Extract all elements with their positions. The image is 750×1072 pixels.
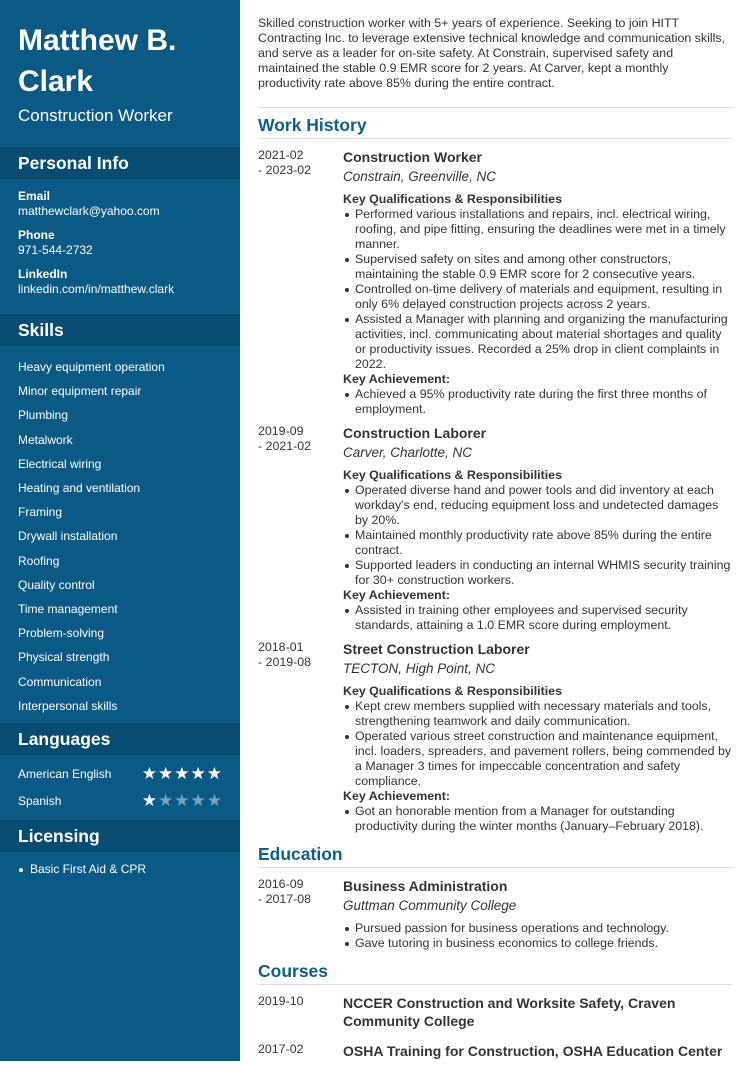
contact-value: 971-544-2732 [18,243,93,257]
bullet-item: Supervised safety on sites and among other constructors, maintaining the stable 0.9 EMR score for 2 consecutive years. [343,252,732,282]
employer: Carver, Charlotte, NC [343,445,473,460]
skill-item: Physical strength [18,650,110,665]
work-history [258,148,732,834]
bullet-item: Got an honorable mention from a Manager for outstanding productivity during the winter months (January–February 2018). [343,804,732,834]
licensing-list [0,852,240,886]
star-icon: ★ [174,790,190,810]
licensing-heading: Licensing [0,820,240,852]
work-history-heading: Work History [258,112,732,139]
job-title: Construction Worker [343,149,482,165]
responsibilities-list [343,483,732,588]
star-icon: ★ [190,764,206,784]
skills-heading: Skills [0,314,240,346]
education-details [343,921,732,951]
bullet-item: Assisted in training other employees and supervised security standards, attaining a 1.0 EMR score during employment. [343,603,732,633]
bullet-item: Kept crew members supplied with necessary materials and tools, strengthening teamwork and daily communication. [343,699,732,729]
contact-label: Phone [18,228,55,242]
contact-value: matthewclark@yahoo.com [18,204,160,218]
achievement-heading: Key Achievement: [343,372,450,386]
languages-list [0,755,240,820]
skill-item: Communication [18,674,102,689]
skill-item: Drywall installation [18,529,118,544]
entry-content [343,148,732,417]
skill-item: Heavy equipment operation [18,360,165,374]
bullet-item: Achieved a 95% productivity rate during the first three months of employment. [343,387,732,417]
sidebar [0,0,240,1061]
language-name: American English [18,767,112,782]
skill-item: Heating and ventilation [18,481,141,496]
course-title: OSHA Training for Construction, OSHA Education Center [343,1043,723,1059]
candidate-name: Matthew B. Clark [18,24,177,98]
entry-dates [258,640,343,834]
start-date: 2021-02 [258,148,304,162]
bullet-item: Controlled on-time delivery of materials and equipment, resulting in only 6% delayed construction projects across 2 years. [343,282,732,312]
end-date: - 2023-02 [258,163,312,177]
achievements-list [343,804,732,834]
education-entry [258,877,732,951]
bullet-item: Performed various installations and repairs, incl. electrical wiring, roofing, and pipe fitting, ensuring the deadlines were met in a timely manner. [343,207,732,252]
bullet-item: Maintained monthly productivity rate above 85% during the entire contract. [343,528,732,558]
language-name: Spanish [18,793,62,808]
skill-item: Quality control [18,577,95,592]
language-row [18,761,222,788]
courses-heading: Courses [258,958,732,985]
achievement-heading: Key Achievement: [343,789,450,803]
end-date: - 2019-08 [258,655,312,669]
course-date: 2017-02 [258,1042,304,1056]
star-icon: ★ [141,764,157,784]
course-entry [258,1042,732,1060]
responsibilities-list [343,699,732,789]
skill-item: Roofing [18,553,60,568]
responsibilities-heading: Key Qualifications & Responsibilities [343,192,562,206]
contact-label: LinkedIn [18,267,68,281]
skill-item: Minor equipment repair [18,384,142,399]
bullet-item: Operated various street construction and maintenance equipment, incl. loaders, spreaders, and pavement rollers, being commended by a Manager 3 times for impeccable concentration and safety compliance. [343,729,732,789]
star-icon: ★ [190,790,206,810]
responsibilities-heading: Key Qualifications & Responsibilities [343,684,562,698]
employer: TECTON, High Point, NC [343,661,496,676]
skill-item: Electrical wiring [18,456,102,471]
contact-label: Email [18,189,51,203]
skill-item: Plumbing [18,408,69,423]
star-icon: ★ [206,764,222,784]
achievements-list [343,603,732,633]
star-icon: ★ [141,790,157,810]
skill-item: Problem-solving [18,626,105,641]
languages-heading: Languages [0,723,240,755]
bullet-item: Gave tutoring in business economics to college friends. [343,936,732,951]
school: Guttman Community College [343,898,517,913]
course-title: NCCER Construction and Worksite Safety, Craven Community College [343,995,676,1029]
work-entry [258,424,732,633]
entry-dates [258,148,343,417]
main-content [258,16,732,1072]
contact-value: linkedin.com/in/matthew.clark [18,282,175,296]
achievement-heading: Key Achievement: [343,588,450,602]
responsibilities-list [343,207,732,372]
entry-content [343,424,732,633]
bullet-item: Assisted a Manager with planning and organizing the manufacturing activities, incl. communicating about material shortages and quality or productivity issues. Recorded a 25% drop in client complaints in 2022. [343,312,732,372]
rating-stars [141,791,222,811]
job-title: Construction Laborer [343,425,487,441]
summary: Skilled construction worker with 5+ years of experience. Seeking to join HITT Contracting Inc. to leverage extensive technical knowledge and communication skills, and serve as a leader for on-site safety. At Constrain, supervised safety and maintained the stable 0.9 EMR score for 2 years. At Carver, kept a monthly productivity rate above 85% during the entire contract. [258,16,732,108]
entry-content [343,877,732,951]
achievements-list [343,387,732,417]
personal-info [0,179,240,314]
entry-dates [258,877,343,951]
entry-dates [258,424,343,633]
skill-item: Interpersonal skills [18,698,118,713]
education-heading: Education [258,841,732,868]
language-row [18,788,222,815]
work-entry [258,148,732,417]
end-date: - 2017-08 [258,892,312,906]
employer: Constrain, Greenville, NC [343,169,497,184]
degree: Business Administration [343,878,508,894]
entry-content [343,640,732,834]
job-title: Street Construction Laborer [343,641,530,657]
bullet-item: Operated diverse hand and power tools and did inventory at each workday's end, reducing equipment loss and undetected damages by 20%. [343,483,732,528]
courses [258,994,732,1060]
skill-item: Metalwork [18,432,73,447]
skills-list [0,346,240,723]
star-icon: ★ [174,764,190,784]
bullet-item: Supported leaders in conducting an internal WHMIS security training for 30+ construction workers. [343,558,732,588]
license-item: Basic First Aid & CPR [18,862,222,876]
education [258,877,732,951]
skill-item: Time management [18,602,118,617]
responsibilities-heading: Key Qualifications & Responsibilities [343,468,562,482]
star-icon: ★ [158,790,174,810]
candidate-title: Construction Worker [18,106,173,125]
bullet-item: Pursued passion for business operations and technology. [343,921,732,936]
end-date: - 2021-02 [258,439,312,453]
rating-stars [141,764,222,784]
course-date: 2019-10 [258,994,304,1008]
star-icon: ★ [158,764,174,784]
star-icon: ★ [206,790,222,810]
work-entry [258,640,732,834]
start-date: 2018-01 [258,640,304,654]
skill-item: Framing [18,505,63,520]
course-entry [258,994,732,1030]
start-date: 2016-09 [258,877,304,891]
personal-info-heading: Personal Info [0,147,240,179]
start-date: 2019-09 [258,424,304,438]
